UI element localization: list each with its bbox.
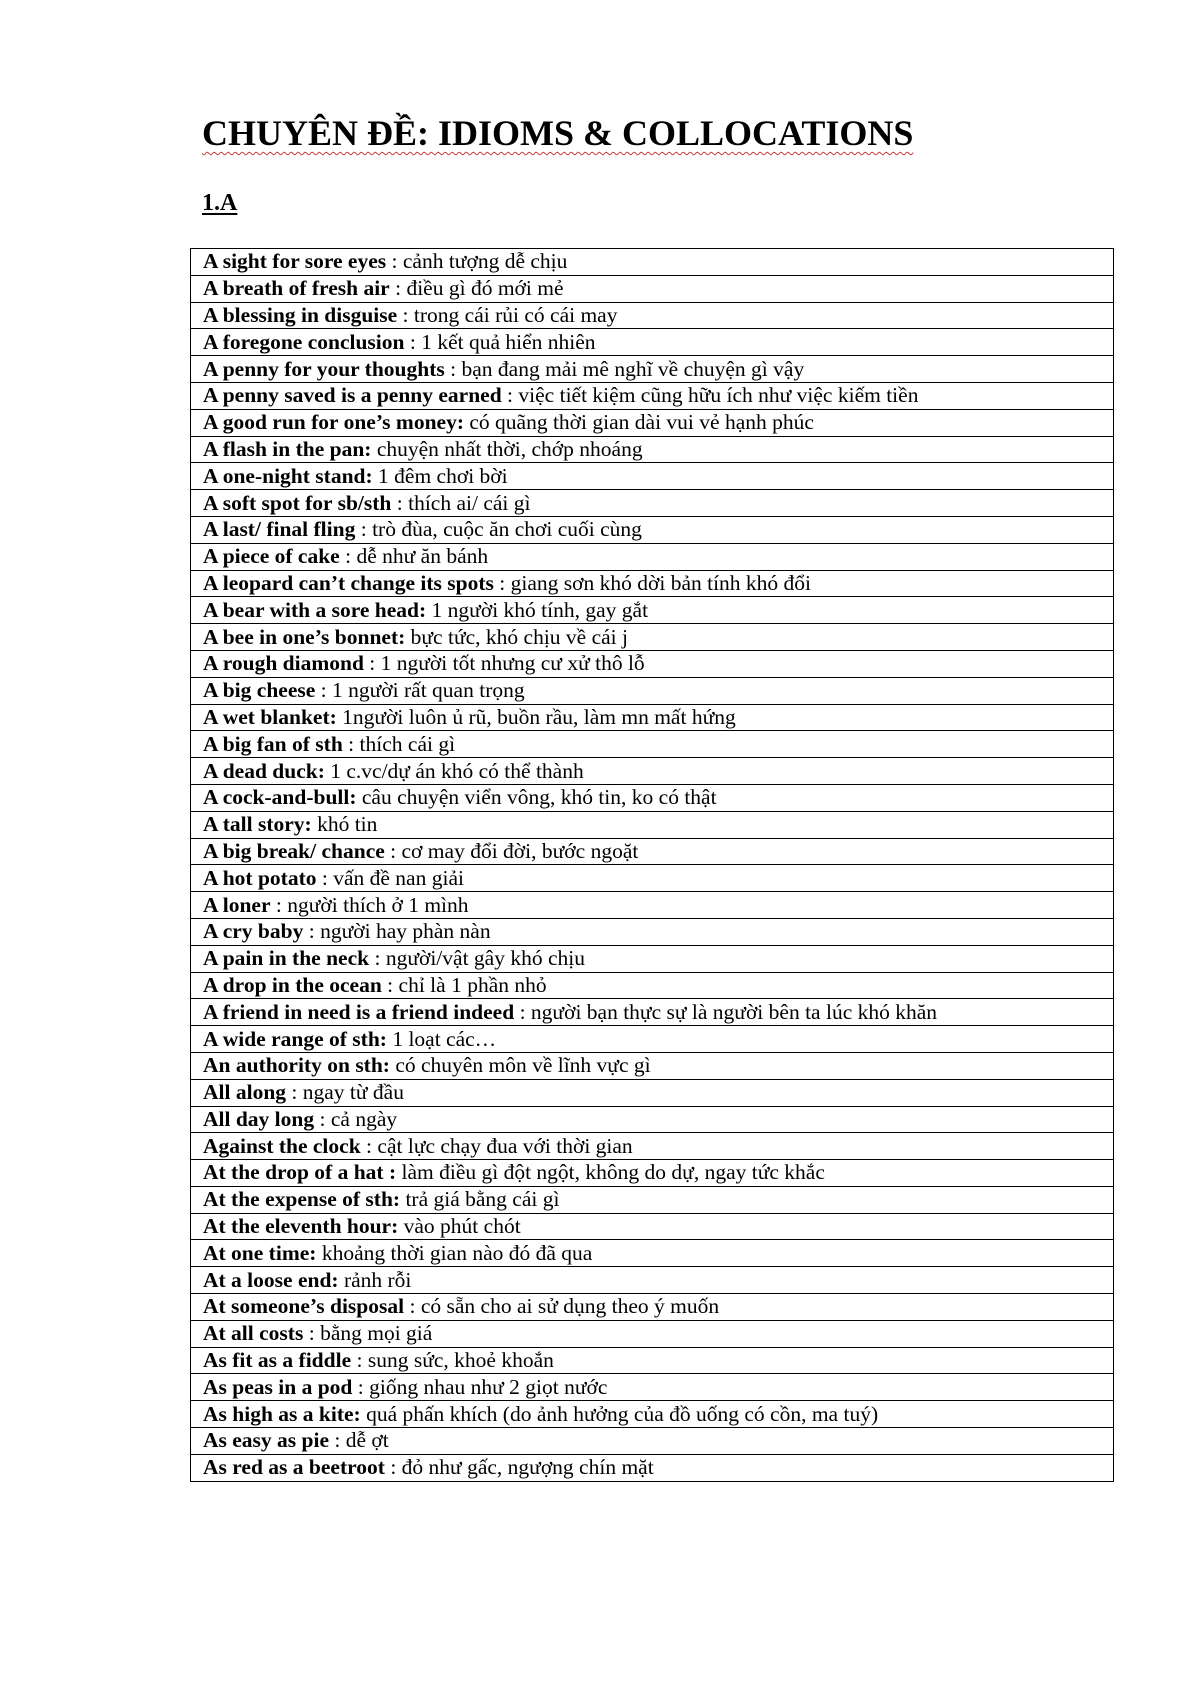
- idiom-meaning: câu chuyện viển vông, khó tin, ko có thật: [361, 785, 717, 810]
- table-row: [191, 784, 1114, 811]
- table-row: [191, 999, 1114, 1026]
- table-row: [191, 704, 1114, 731]
- table-row: [191, 1347, 1114, 1374]
- table-row: [191, 570, 1114, 597]
- idiom-meaning: dễ ợt: [345, 1428, 389, 1453]
- idiom-term: A friend in need is a friend indeed: [203, 999, 515, 1024]
- idiom-separator: :: [316, 865, 334, 890]
- idiom-term: A hot potato: [203, 865, 317, 890]
- idiom-term: As red as a beetroot: [203, 1455, 385, 1480]
- table-row: [191, 490, 1114, 517]
- idiom-meaning: cảnh tượng dễ chịu: [402, 249, 568, 274]
- idiom-term: A breath of fresh air: [203, 276, 390, 301]
- table-row: [191, 1454, 1114, 1481]
- idiom-cell: [191, 1294, 1114, 1321]
- idiom-meaning: người hay phàn nàn: [320, 919, 491, 944]
- idiom-term: A cry baby: [203, 919, 304, 944]
- table-row: [191, 624, 1114, 651]
- idiom-cell: [191, 1106, 1114, 1133]
- idiom-meaning: việc tiết kiệm cũng hữu ích như việc kiếm tiền: [518, 383, 919, 408]
- idiom-cell: [191, 463, 1114, 490]
- idiom-cell: [191, 784, 1114, 811]
- idiom-meaning: thích cái gì: [359, 731, 456, 756]
- idiom-separator: :: [270, 892, 288, 917]
- idiom-cell: [191, 838, 1114, 865]
- idiom-separator: :: [389, 276, 407, 301]
- table-row: [191, 865, 1114, 892]
- table-row: [191, 1160, 1114, 1187]
- table-row: [191, 1320, 1114, 1347]
- idiom-term: As high as a kite:: [203, 1401, 361, 1426]
- idiom-separator: :: [342, 731, 360, 756]
- idiom-cell: [191, 677, 1114, 704]
- idiom-cell: [191, 731, 1114, 758]
- idiom-cell: [191, 356, 1114, 383]
- idiom-cell: [191, 1374, 1114, 1401]
- idiom-cell: [191, 249, 1114, 276]
- idiom-term: A pain in the neck: [203, 946, 370, 971]
- idiom-meaning: khó tin: [317, 812, 378, 837]
- table-row: [191, 677, 1114, 704]
- table-row: [191, 945, 1114, 972]
- idiom-cell: [191, 1026, 1114, 1053]
- idiom-separator: :: [351, 1348, 368, 1373]
- idiom-cell: [191, 972, 1114, 999]
- idiom-term: Against the clock: [203, 1133, 361, 1158]
- idiom-cell: [191, 1347, 1114, 1374]
- idiom-cell: [191, 865, 1114, 892]
- table-row: [191, 1106, 1114, 1133]
- idiom-term: All along: [203, 1080, 287, 1105]
- idiom-term: A dead duck:: [203, 758, 325, 783]
- idiom-cell: [191, 597, 1114, 624]
- idiom-separator: :: [352, 1374, 370, 1399]
- table-row: [191, 1079, 1114, 1106]
- idiom-separator: :: [384, 1455, 402, 1480]
- idiom-term: A foregone conclusion: [203, 329, 405, 354]
- idiom-cell: [191, 1186, 1114, 1213]
- idiom-separator: :: [386, 249, 403, 274]
- idiom-cell: [191, 1428, 1114, 1455]
- table-row: [191, 1428, 1114, 1455]
- idiom-separator: :: [303, 1321, 321, 1346]
- idiom-separator: :: [444, 356, 462, 381]
- idiom-term: A flash in the pan:: [203, 436, 372, 461]
- idiom-meaning: 1 loạt các…: [392, 1026, 497, 1051]
- idiom-term: A penny saved is a penny earned: [203, 383, 502, 408]
- idiom-cell: [191, 570, 1114, 597]
- idiom-meaning: cơ may đổi đời, bước ngoặt: [401, 838, 639, 863]
- idiom-meaning: vấn đề nan giải: [333, 865, 464, 890]
- table-row: [191, 838, 1114, 865]
- idiom-meaning: điều gì đó mới mẻ: [406, 276, 564, 301]
- idiom-cell: [191, 436, 1114, 463]
- table-row: [191, 463, 1114, 490]
- idiom-cell: [191, 1454, 1114, 1481]
- idiom-meaning: 1 người rất quan trọng: [332, 678, 525, 703]
- idiom-separator: :: [391, 490, 409, 515]
- idiom-cell: [191, 1079, 1114, 1106]
- idiom-term: A wet blanket:: [203, 704, 337, 729]
- idiom-meaning: giống nhau như 2 giọt nước: [369, 1374, 608, 1399]
- idiom-cell: [191, 1133, 1114, 1160]
- idiom-meaning: ngay từ đầu: [302, 1080, 404, 1105]
- idiom-meaning: quá phấn khích (do ảnh hưởng của đồ uống có cồn, ma tuý): [366, 1401, 879, 1426]
- idiom-meaning: trò đùa, cuộc ăn chơi cuối cùng: [372, 517, 642, 542]
- table-row: [191, 409, 1114, 436]
- idiom-separator: :: [286, 1080, 303, 1105]
- idiom-separator: :: [303, 919, 321, 944]
- idiom-term: At all costs: [203, 1321, 304, 1346]
- idiom-term: At the eleventh hour:: [203, 1214, 399, 1239]
- idiom-cell: [191, 329, 1114, 356]
- idiom-cell: [191, 1052, 1114, 1079]
- table-row: [191, 918, 1114, 945]
- idiom-meaning: cật lực chạy đua với thời gian: [377, 1133, 633, 1158]
- idiom-term: A leopard can’t change its spots: [203, 570, 494, 595]
- table-row: [191, 356, 1114, 383]
- idiom-term: As fit as a fiddle: [203, 1348, 352, 1373]
- idiom-table-body: [191, 249, 1114, 1482]
- idiom-meaning: chỉ là 1 phần nhỏ: [398, 972, 547, 997]
- table-row: [191, 811, 1114, 838]
- idiom-separator: :: [501, 383, 519, 408]
- idiom-term: At the expense of sth:: [203, 1187, 401, 1212]
- idiom-term: A loner: [203, 892, 271, 917]
- table-row: [191, 597, 1114, 624]
- idiom-meaning: có sẵn cho ai sử dụng theo ý muốn: [420, 1294, 720, 1319]
- idiom-term: A tall story:: [203, 812, 312, 837]
- idiom-term: A big break/ chance: [203, 838, 385, 863]
- idiom-cell: [191, 1401, 1114, 1428]
- idiom-term: A piece of cake: [203, 544, 340, 569]
- table-row: [191, 650, 1114, 677]
- idiom-meaning: vào phút chót: [403, 1214, 521, 1239]
- idiom-term: A bear with a sore head:: [203, 597, 427, 622]
- idiom-meaning: 1 người khó tính, gay gắt: [431, 597, 649, 622]
- idiom-cell: [191, 811, 1114, 838]
- idiom-term: A blessing in disguise: [203, 302, 398, 327]
- table-row: [191, 275, 1114, 302]
- idiom-meaning: rảnh rỗi: [343, 1267, 412, 1292]
- idiom-cell: [191, 704, 1114, 731]
- idiom-meaning: có quãng thời gian dài vui vẻ hạnh phúc: [469, 410, 814, 435]
- idiom-separator: :: [339, 544, 357, 569]
- idiom-cell: [191, 892, 1114, 919]
- idiom-separator: :: [355, 517, 373, 542]
- section-heading: 1.A: [202, 190, 238, 216]
- idiom-separator: :: [314, 1106, 331, 1131]
- table-row: [191, 543, 1114, 570]
- idiom-separator: :: [384, 838, 402, 863]
- table-row: [191, 1401, 1114, 1428]
- table-row: [191, 436, 1114, 463]
- table-row: [191, 382, 1114, 409]
- table-row: [191, 1186, 1114, 1213]
- idiom-term: At someone’s disposal: [203, 1294, 405, 1319]
- idiom-term: A big fan of sth: [203, 731, 343, 756]
- idiom-separator: :: [369, 946, 386, 971]
- idiom-meaning: sung sức, khoẻ khoắn: [367, 1348, 554, 1373]
- idiom-separator: :: [404, 329, 422, 354]
- idiom-meaning: trong cái rủi có cái may: [413, 302, 618, 327]
- table-row: [191, 249, 1114, 276]
- idiom-cell: [191, 758, 1114, 785]
- table-row: [191, 1374, 1114, 1401]
- idiom-cell: [191, 918, 1114, 945]
- idiom-cell: [191, 275, 1114, 302]
- idiom-meaning: 1 người tốt nhưng cư xử thô lỗ: [380, 651, 645, 676]
- idiom-cell: [191, 1267, 1114, 1294]
- idiom-separator: :: [397, 302, 414, 327]
- idiom-term: A good run for one’s money:: [203, 410, 464, 435]
- idiom-separator: :: [514, 999, 531, 1024]
- idiom-cell: [191, 1213, 1114, 1240]
- idiom-cell: [191, 999, 1114, 1026]
- idiom-term: As peas in a pod: [203, 1374, 353, 1399]
- idiom-term: A soft spot for sb/sth: [203, 490, 392, 515]
- idiom-cell: [191, 624, 1114, 651]
- idiom-cell: [191, 382, 1114, 409]
- idiom-cell: [191, 409, 1114, 436]
- table-row: [191, 329, 1114, 356]
- idiom-cell: [191, 490, 1114, 517]
- idiom-meaning: thích ai/ cái gì: [408, 490, 531, 515]
- idiom-term: A big cheese: [203, 678, 316, 703]
- table-row: [191, 1026, 1114, 1053]
- idiom-cell: [191, 650, 1114, 677]
- idiom-term: A sight for sore eyes: [203, 249, 387, 274]
- idiom-term: As easy as pie: [203, 1428, 330, 1453]
- idiom-meaning: trả giá bằng cái gì: [405, 1187, 560, 1212]
- idiom-meaning: chuyện nhất thời, chớp nhoáng: [376, 436, 643, 461]
- idiom-table: [190, 248, 1114, 1482]
- idiom-meaning: người/vật gây khó chịu: [385, 946, 585, 971]
- table-row: [191, 1294, 1114, 1321]
- idiom-cell: [191, 1160, 1114, 1187]
- idiom-meaning: bực tức, khó chịu về cái j: [410, 624, 628, 649]
- idiom-separator: :: [315, 678, 333, 703]
- table-row: [191, 1240, 1114, 1267]
- idiom-term: A cock-and-bull:: [203, 785, 357, 810]
- page-title: CHUYÊN ĐỀ: IDIOMS & COLLOCATIONS: [202, 113, 914, 153]
- idiom-cell: [191, 516, 1114, 543]
- idiom-meaning: 1 đêm chơi bời: [378, 463, 508, 488]
- idiom-term: A one-night stand:: [203, 463, 373, 488]
- idiom-term: A drop in the ocean: [203, 972, 382, 997]
- idiom-term: At one time:: [203, 1240, 317, 1265]
- idiom-meaning: đỏ như gấc, ngượng chín mặt: [401, 1455, 654, 1480]
- idiom-cell: [191, 543, 1114, 570]
- idiom-separator: :: [381, 972, 399, 997]
- idiom-cell: [191, 302, 1114, 329]
- idiom-separator: :: [404, 1294, 421, 1319]
- idiom-meaning: bạn đang mải mê nghĩ về chuyện gì vậy: [461, 356, 805, 381]
- idiom-meaning: khoảng thời gian nào đó đã qua: [321, 1240, 593, 1265]
- idiom-meaning: giang sơn khó dời bản tính khó đổi: [510, 570, 812, 595]
- idiom-meaning: có chuyên môn về lĩnh vực gì: [395, 1053, 651, 1078]
- table-row: [191, 302, 1114, 329]
- table-row: [191, 731, 1114, 758]
- idiom-meaning: bằng mọi giá: [320, 1321, 433, 1346]
- idiom-term: All day long: [203, 1106, 315, 1131]
- idiom-meaning: cả ngày: [330, 1106, 398, 1131]
- idiom-separator: :: [360, 1133, 378, 1158]
- idiom-meaning: 1 kết quả hiển nhiên: [421, 329, 596, 354]
- idiom-cell: [191, 1320, 1114, 1347]
- table-row: [191, 972, 1114, 999]
- table-row: [191, 758, 1114, 785]
- idiom-term: A bee in one’s bonnet:: [203, 624, 406, 649]
- table-row: [191, 892, 1114, 919]
- idiom-meaning: 1 c.vc/dự án khó có thể thành: [330, 758, 584, 783]
- idiom-meaning: dễ như ăn bánh: [356, 544, 489, 569]
- idiom-term: An authority on sth:: [203, 1053, 390, 1078]
- idiom-term: At the drop of a hat :: [203, 1160, 397, 1185]
- idiom-meaning: người bạn thực sự là người bên ta lúc khó khăn: [530, 999, 938, 1024]
- idiom-cell: [191, 945, 1114, 972]
- idiom-term: A penny for your thoughts: [203, 356, 445, 381]
- idiom-term: A wide range of sth:: [203, 1026, 387, 1051]
- idiom-meaning: làm điều gì đột ngột, không do dự, ngay tức khắc: [401, 1160, 825, 1185]
- idiom-term: A last/ final fling: [203, 517, 356, 542]
- table-row: [191, 1267, 1114, 1294]
- idiom-separator: :: [363, 651, 381, 676]
- idiom-term: At a loose end:: [203, 1267, 339, 1292]
- table-row: [191, 1213, 1114, 1240]
- idiom-meaning: 1người luôn ủ rũ, buồn rầu, làm mn mất hứng: [342, 704, 736, 729]
- table-row: [191, 1052, 1114, 1079]
- idiom-separator: :: [493, 570, 511, 595]
- idiom-separator: :: [329, 1428, 346, 1453]
- idiom-cell: [191, 1240, 1114, 1267]
- table-row: [191, 1133, 1114, 1160]
- idiom-term: A rough diamond: [203, 651, 364, 676]
- idiom-meaning: người thích ở 1 mình: [287, 892, 469, 917]
- table-row: [191, 516, 1114, 543]
